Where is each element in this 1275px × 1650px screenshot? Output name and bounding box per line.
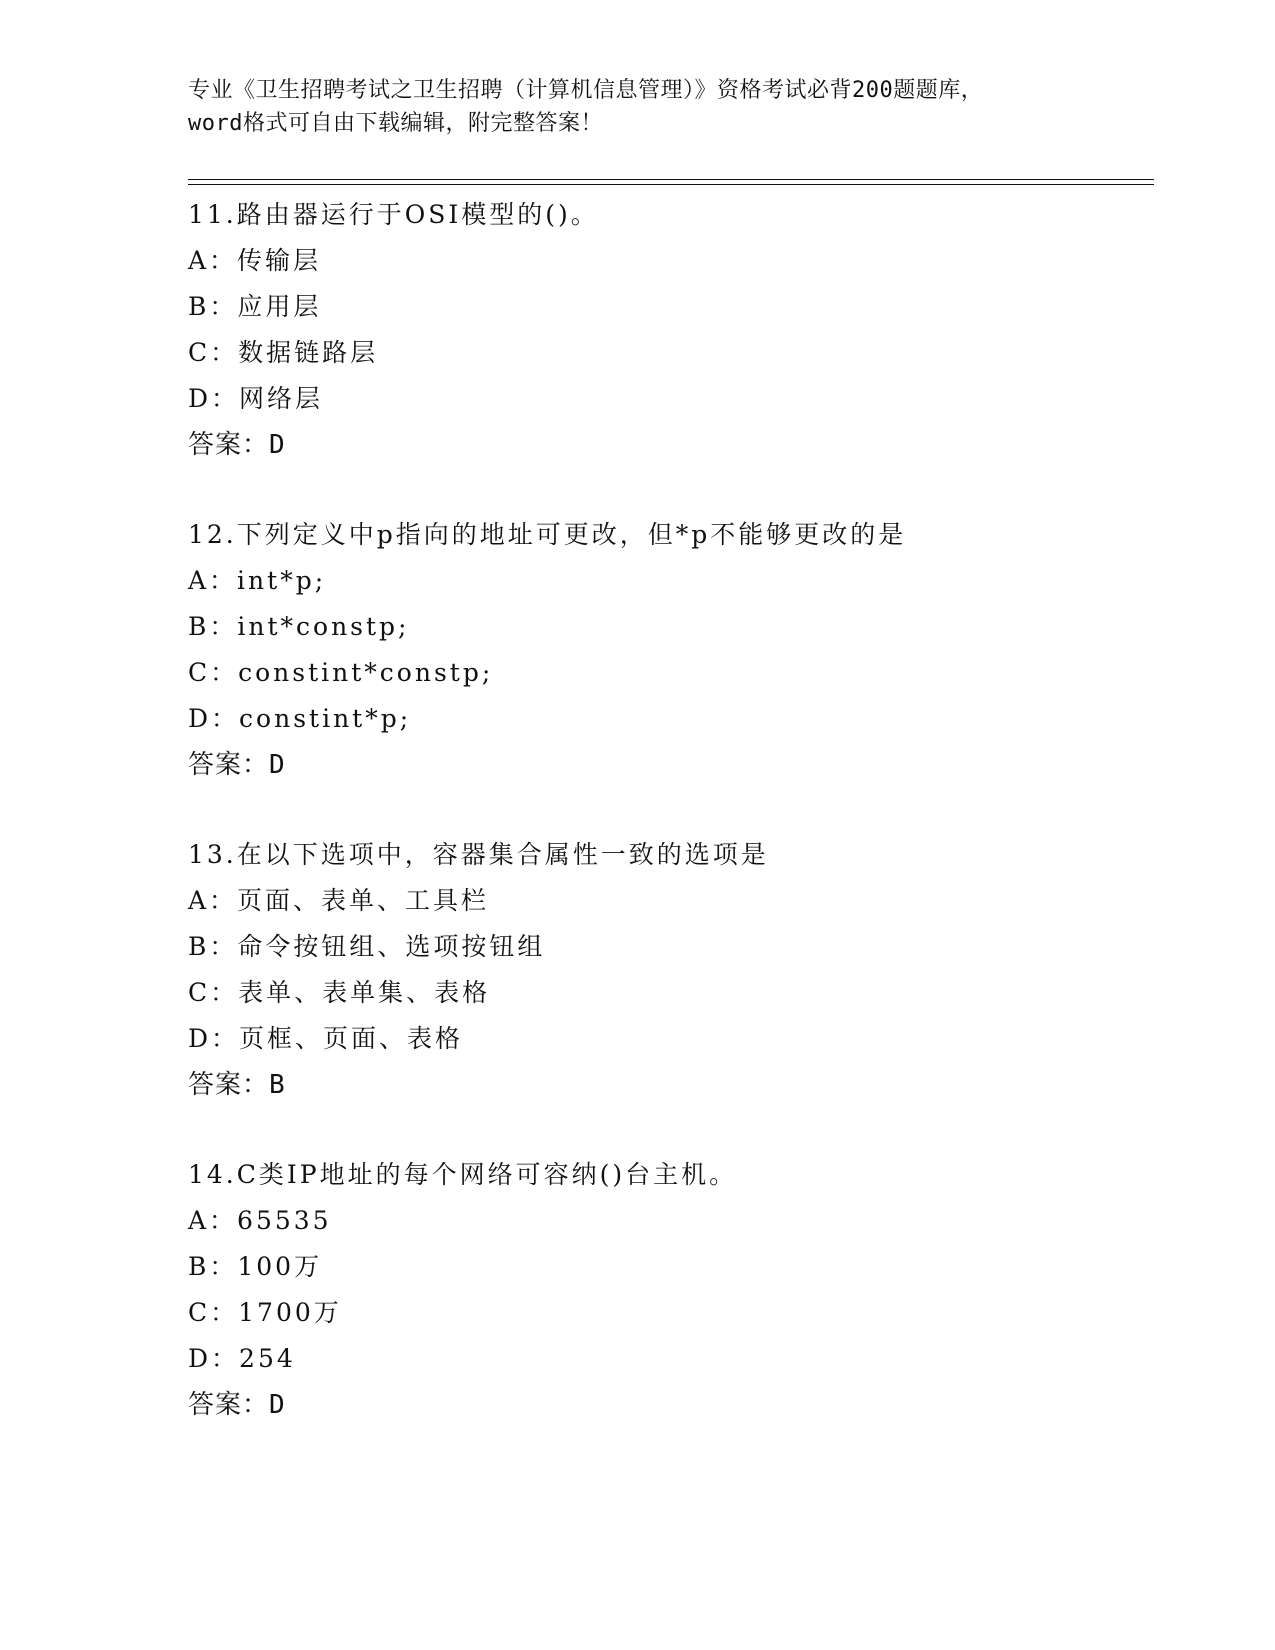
option-b: B：命令按钮组、选项按钮组	[188, 932, 546, 961]
option-d: D：网络层	[188, 384, 324, 413]
option-b: B：应用层	[188, 292, 322, 321]
answer-line: 答案：D	[188, 1390, 286, 1420]
option-d: D：constint*p;	[188, 704, 412, 733]
option-c: C：1700万	[188, 1298, 342, 1327]
question-stem: 13.在以下选项中，容器集合属性一致的选项是	[188, 840, 769, 869]
option-a: A：65535	[188, 1206, 332, 1235]
option-a: A：int*p;	[188, 566, 327, 595]
answer-line: 答案：D	[188, 750, 286, 780]
answer-line: 答案：D	[188, 430, 286, 460]
document-header	[188, 74, 1088, 140]
header-line-1: 专业《卫生招聘考试之卫生招聘（计算机信息管理）》资格考试必背200题题库，	[188, 78, 984, 103]
question-stem: 14.C类IP地址的每个网络可容纳()台主机。	[188, 1160, 738, 1189]
question-block-14	[188, 1152, 1188, 1428]
question-block-13	[188, 832, 1188, 1108]
question-block-11	[188, 192, 1188, 468]
header-divider-bottom	[188, 184, 1154, 185]
option-d: D：254	[188, 1344, 296, 1373]
option-a: A：页面、表单、工具栏	[188, 886, 490, 915]
answer-line: 答案：B	[188, 1070, 286, 1100]
header-line-2: word格式可自由下载编辑，附完整答案！	[188, 111, 603, 136]
option-c: C：数据链路层	[188, 338, 379, 367]
option-b: B：100万	[188, 1252, 323, 1281]
option-c: C：表单、表单集、表格	[188, 978, 491, 1007]
option-b: B：int*constp;	[188, 612, 410, 641]
option-d: D：页框、页面、表格	[188, 1024, 464, 1053]
question-block-12	[188, 512, 1188, 788]
option-a: A：传输层	[188, 246, 322, 275]
header-divider-top	[188, 179, 1154, 180]
question-stem: 12.下列定义中p指向的地址可更改，但*p不能够更改的是	[188, 520, 907, 549]
option-c: C：constint*constp;	[188, 658, 494, 687]
question-stem: 11.路由器运行于OSI模型的()。	[188, 200, 599, 229]
